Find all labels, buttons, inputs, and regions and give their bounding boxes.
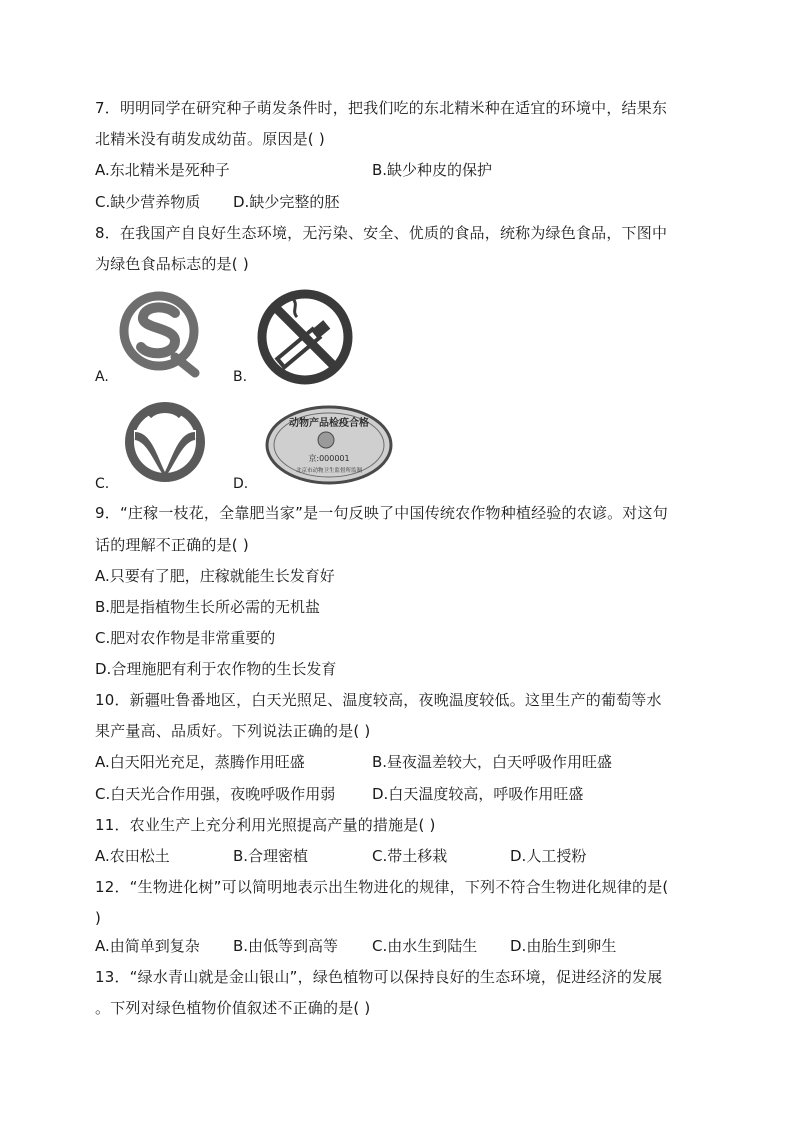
q10-option-c: C.白天光合作用强，夜晚呼吸作用弱 <box>95 785 336 803</box>
q12-stem-line1: 12．“生物进化树”可以简明地表示出生物进化的规律，下列不符合生物进化规律的是( <box>95 878 669 896</box>
q10-stem-line1: 10．新疆吐鲁番地区，白天光照足、温度较高，夜晚温度较低。这里生产的葡萄等水 <box>95 691 662 709</box>
q12-option-c: C.由水生到陆生 <box>372 937 478 955</box>
q9-option-c: C.肥对农作物是非常重要的 <box>95 629 276 647</box>
q8-stem-line1: 8．在我国产自良好生态环境，无污染、安全、优质的食品，统称为绿色食品，下图中 <box>95 224 668 242</box>
q9-option-b: B.肥是指植物生长所必需的无机盐 <box>95 598 321 616</box>
q10-option-a: A.白天阳光充足，蒸腾作用旺盛 <box>95 753 305 771</box>
q12-stem-line2: ) <box>95 909 102 927</box>
qs-logo-icon <box>115 291 207 379</box>
q11-stem-line1: 11．农业生产上充分利用光照提高产量的措施是( ) <box>95 816 436 834</box>
q8-stem-line2: 为绿色食品标志的是( ) <box>95 255 249 273</box>
q13-stem-line1: 13．“绿水青山就是金山银山”，绿色植物可以保持良好的生态环境，促进经济的发展 <box>95 968 663 986</box>
q7-option-b: B.缺少种皮的保护 <box>372 161 493 179</box>
q10-stem-line2: 果产量高、品质好。下列说法正确的是( ) <box>95 722 371 740</box>
q8-label-d: D. <box>233 476 249 492</box>
q12-option-a: A.由简单到复杂 <box>95 937 200 955</box>
q7-option-c: C.缺少营养物质 <box>95 193 201 211</box>
q7-stem-line1: 7．明明同学在研究种子萌发条件时，把我们吃的东北精米种在适宜的环境中，结果东 <box>95 99 668 117</box>
q9-option-d: D.合理施肥有利于农作物的生长发育 <box>95 660 337 678</box>
green-food-logo-icon <box>121 398 209 486</box>
q12-option-d: D.由胎生到卵生 <box>510 937 617 955</box>
q12-option-b: B.由低等到高等 <box>233 937 339 955</box>
q8-label-b: B. <box>233 369 248 385</box>
q11-option-a: A.农田松土 <box>95 847 170 865</box>
q10-option-b: B.昼夜温差较大，白天呼吸作用旺盛 <box>372 753 613 771</box>
q9-stem-line2: 话的理解不正确的是( ) <box>95 536 249 554</box>
quarantine-seal-icon <box>264 404 394 486</box>
seal-top-text: 动物产品检疫合格 <box>289 418 369 429</box>
q8-label-c: C. <box>95 476 110 492</box>
q7-option-d: D.缺少完整的胚 <box>233 193 340 211</box>
q11-option-c: C.带土移栽 <box>372 847 448 865</box>
q8-label-a: A. <box>95 369 109 385</box>
seal-bottom-text: 北京市动物卫生监督所监制 <box>295 468 363 474</box>
q11-option-d: D.人工授粉 <box>510 847 587 865</box>
q9-stem-line1: 9．“庄稼一枝花，全靠肥当家”是一句反映了中国传统农作物种植经验的农谚。对这句 <box>95 504 668 522</box>
seal-code-text: 京:000001 <box>308 454 350 463</box>
q10-option-d: D.白天温度较高，呼吸作用旺盛 <box>372 785 584 803</box>
q9-option-a: A.只要有了肥，庄稼就能生长发育好 <box>95 567 335 585</box>
q7-option-a: A.东北精米是死种子 <box>95 161 230 179</box>
q13-stem-line2: 。下列对绿色植物价值叙述不正确的是( ) <box>95 999 371 1017</box>
no-smoking-icon <box>255 287 355 387</box>
q7-stem-line2: 北精米没有萌发成幼苗。原因是( ) <box>95 130 325 148</box>
q11-option-b: B.合理密植 <box>233 847 309 865</box>
